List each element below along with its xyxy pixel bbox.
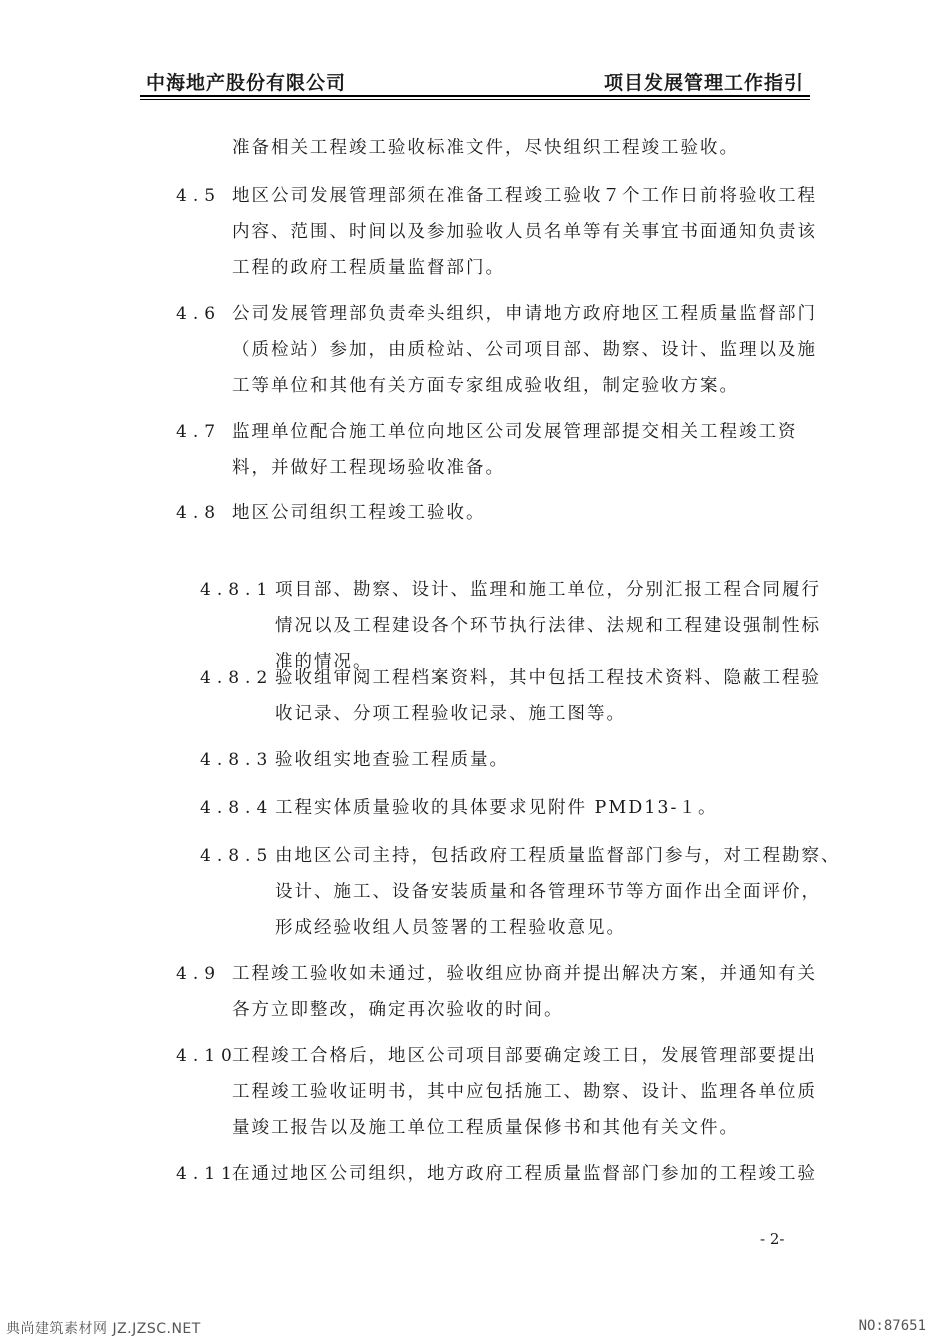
clause-text-line: 验收组审阅工程档案资料，其中包括工程技术资料、隐蔽工程验 [275,668,821,688]
header-rule-thick [140,95,810,97]
clause-text-line: 料，并做好工程现场验收准备。 [232,458,505,478]
clause-text-line: 各方立即整改，确定再次验收的时间。 [232,1000,564,1020]
clause-text-line: 验收组实地查验工程质量。 [275,750,509,770]
clause-text-line: 监理单位配合施工单位向地区公司发展管理部提交相关工程竣工资 [232,422,798,442]
watermark-left: 典尚建筑素材网 JZ.JZSC.NET [6,1321,201,1337]
clause-text-line: 设计、施工、设备安装质量和各管理环节等方面作出全面评价， [275,882,821,902]
clause-text-line: 工程竣工验收证明书，其中应包括施工、勘察、设计、监理各单位质 [232,1082,817,1102]
clause-number: 4.6 [176,304,222,324]
clause-number: 4.8.4 [200,798,274,818]
clause-text-line: （质检站）参加，由质检站、公司项目部、勘察、设计、监理以及施 [232,340,817,360]
page-header [140,62,810,102]
clause-text-line: 地区公司发展管理部须在准备工程竣工验收７个工作日前将验收工程 [232,186,817,206]
clause-text-line: 工程竣工验收如未通过，验收组应协商并提出解决方案，并通知有关 [232,964,817,984]
clause-number: 4.11 [176,1164,238,1184]
clause-number: 4.10 [176,1046,238,1066]
clause-text-line: 情况以及工程建设各个环节执行法律、法规和工程建设强制性标 [275,616,821,636]
clause-text-line: 内容、范围、时间以及参加验收人员名单等有关事宜书面通知负责该 [232,222,817,242]
clause-number: 4.5 [176,186,222,206]
header-rule-thin [140,99,810,100]
clause-number: 4.9 [176,964,222,984]
clause-text-line: 工程的政府工程质量监督部门。 [232,258,505,278]
clause-number: 4.8.1 [200,580,274,600]
clause-text-line: 工等单位和其他有关方面专家组成验收组，制定验收方案。 [232,376,739,396]
clause-text-line: 准备相关工程竣工验收标准文件，尽快组织工程竣工验收。 [232,138,739,158]
clause-text-line: 地区公司组织工程竣工验收。 [232,503,486,523]
clause-text-line: 由地区公司主持，包括政府工程质量监督部门参与，对工程勘察、 [275,846,841,866]
clause-text-line: 公司发展管理部负责牵头组织，申请地方政府地区工程质量监督部门 [232,304,817,324]
clause-number: 4.7 [176,422,222,442]
watermark-right: NO:87651 [858,1318,926,1334]
clause-number: 4.8.3 [200,750,274,770]
clause-number: 4.8 [176,503,222,523]
clause-text-line: 准的情况。 [275,652,373,672]
clause-text-line: 工程实体质量验收的具体要求见附件 PMD13-１。 [275,798,718,818]
clause-text-line: 项目部、勘察、设计、监理和施工单位，分别汇报工程合同履行 [275,580,821,600]
clause-text-line: 在通过地区公司组织，地方政府工程质量监督部门参加的工程竣工验 [232,1164,817,1184]
clause-text-line: 收记录、分项工程验收记录、施工图等。 [275,704,626,724]
clause-number: 4.8.2 [200,668,274,688]
company-name: 中海地产股份有限公司 [146,72,347,94]
clause-text-line: 量竣工报告以及施工单位工程质量保修书和其他有关文件。 [232,1118,739,1138]
page-number: - 2- [760,1230,785,1248]
clause-number: 4.8.5 [200,846,274,866]
clause-text-line: 形成经验收组人员签署的工程验收意见。 [275,918,626,938]
clause-text-line: 工程竣工合格后，地区公司项目部要确定竣工日，发展管理部要提出 [232,1046,817,1066]
document-title: 项目发展管理工作指引 [603,72,804,94]
